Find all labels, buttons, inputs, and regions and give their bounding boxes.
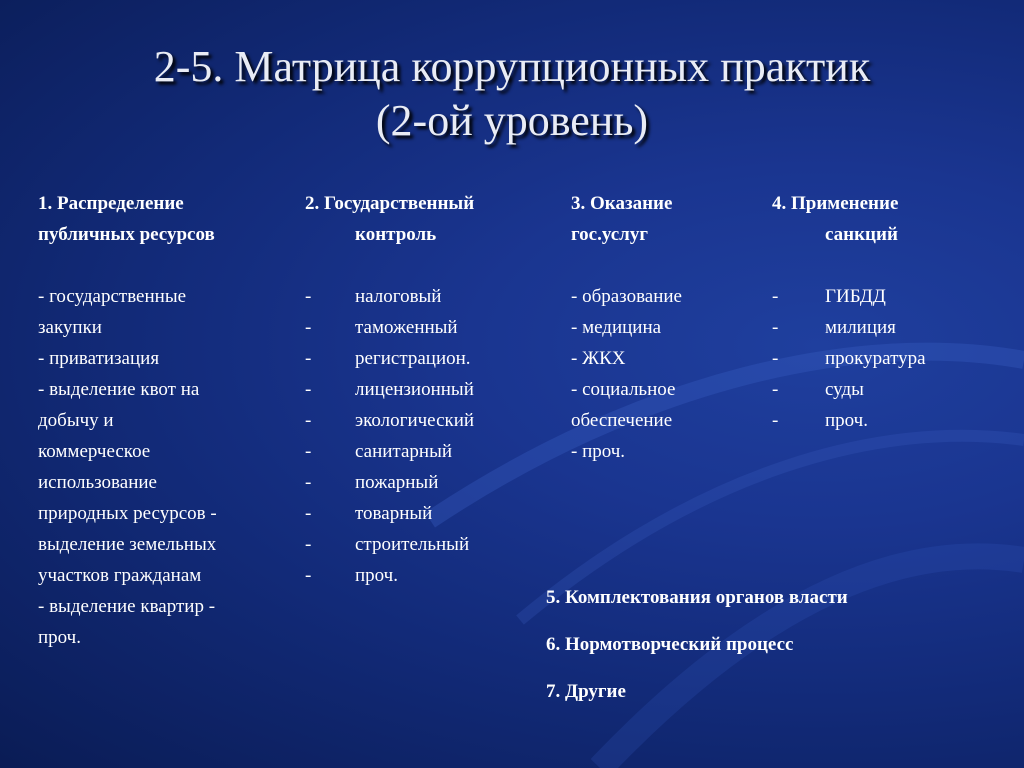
list-line: - образование <box>571 286 682 307</box>
list-item <box>305 436 545 467</box>
list-item-text: товарный <box>355 503 433 524</box>
column-list <box>772 281 972 436</box>
list-item-text: регистрацион. <box>355 348 471 369</box>
list-line: коммерческое <box>38 441 151 462</box>
list-item-text: таможенный <box>355 317 458 338</box>
list-line: - выделение квот на <box>38 379 200 400</box>
list-item <box>305 405 545 436</box>
list-item-text: налоговый <box>355 286 442 307</box>
title-line-2: (2-ой уровень) <box>375 96 649 145</box>
title-line-1: 2-5. Матрица коррупционных практик <box>153 42 871 91</box>
list-item <box>772 312 972 343</box>
list-line: - социальное <box>571 379 676 400</box>
list-item-text: санитарный <box>355 441 453 462</box>
additional-categories <box>546 574 848 715</box>
dash-marker: - <box>305 317 312 338</box>
list-item-text: ГИБДД <box>825 286 886 307</box>
list-item-text: пожарный <box>355 472 439 493</box>
slide-title <box>0 40 1024 148</box>
heading-line: публичных ресурсов <box>38 224 215 245</box>
category-item: 5. Комплектования органов власти <box>546 587 848 608</box>
list-item <box>305 467 545 498</box>
list-item-text: проч. <box>355 565 398 586</box>
list-item-text: лицензионный <box>355 379 474 400</box>
list-line: - государственные <box>38 286 187 307</box>
list-item <box>305 560 545 591</box>
list-item <box>772 343 972 374</box>
column-state-control <box>305 188 545 591</box>
list-item-text: милиция <box>825 317 896 338</box>
dash-marker: - <box>772 410 779 431</box>
heading-line: 1. Распределение <box>38 193 184 214</box>
list-line: использование <box>38 472 157 493</box>
heading-line: 3. Оказание <box>571 193 673 214</box>
dash-marker: - <box>772 317 779 338</box>
dash-marker: - <box>305 410 312 431</box>
list-item <box>305 312 545 343</box>
column-heading <box>772 188 972 250</box>
column-sanctions <box>772 188 972 436</box>
dash-marker: - <box>305 472 312 493</box>
dash-marker: - <box>305 441 312 462</box>
heading-line: 2. Государственный <box>305 193 475 214</box>
column-list <box>305 281 545 591</box>
list-item <box>772 405 972 436</box>
list-line: - медицина <box>571 317 662 338</box>
list-item <box>305 498 545 529</box>
list-line: природных ресурсов - <box>38 503 217 524</box>
list-line: - проч. <box>571 441 626 462</box>
column-list <box>38 281 288 653</box>
list-item-text: строительный <box>355 534 470 555</box>
dash-marker: - <box>772 379 779 400</box>
list-line: обеспечение <box>571 410 673 431</box>
list-item-text: экологический <box>355 410 475 431</box>
list-item <box>772 374 972 405</box>
list-line: проч. <box>38 627 81 648</box>
list-item-text: прокуратура <box>825 348 926 369</box>
dash-marker: - <box>305 379 312 400</box>
dash-marker: - <box>305 348 312 369</box>
list-line: участков гражданам <box>38 565 202 586</box>
column-public-services <box>571 188 756 467</box>
list-item <box>305 343 545 374</box>
list-line: выделение земельных <box>38 534 217 555</box>
category-item: 6. Нормотворческий процесс <box>546 634 794 655</box>
dash-marker: - <box>305 565 312 586</box>
column-list <box>571 281 756 467</box>
category-item: 7. Другие <box>546 681 626 702</box>
list-item <box>305 281 545 312</box>
dash-marker: - <box>305 534 312 555</box>
list-item <box>305 374 545 405</box>
dash-marker: - <box>772 348 779 369</box>
list-item <box>305 529 545 560</box>
list-line: - приватизация <box>38 348 160 369</box>
heading-line: гос.услуг <box>571 224 648 245</box>
list-line: добычу и <box>38 410 114 431</box>
list-line: закупки <box>38 317 102 338</box>
heading-line: санкций <box>825 224 898 245</box>
column-public-resources <box>38 188 288 653</box>
heading-line: контроль <box>355 224 437 245</box>
list-line: - выделение квартир - <box>38 596 216 617</box>
dash-marker: - <box>772 286 779 307</box>
list-item <box>772 281 972 312</box>
list-item-text: суды <box>825 379 864 400</box>
dash-marker: - <box>305 503 312 524</box>
column-heading <box>571 188 756 250</box>
dash-marker: - <box>305 286 312 307</box>
heading-line: 4. Применение <box>772 193 899 214</box>
column-heading <box>305 188 545 250</box>
column-heading <box>38 188 288 250</box>
list-line: - ЖКХ <box>571 348 626 369</box>
list-item-text: проч. <box>825 410 868 431</box>
